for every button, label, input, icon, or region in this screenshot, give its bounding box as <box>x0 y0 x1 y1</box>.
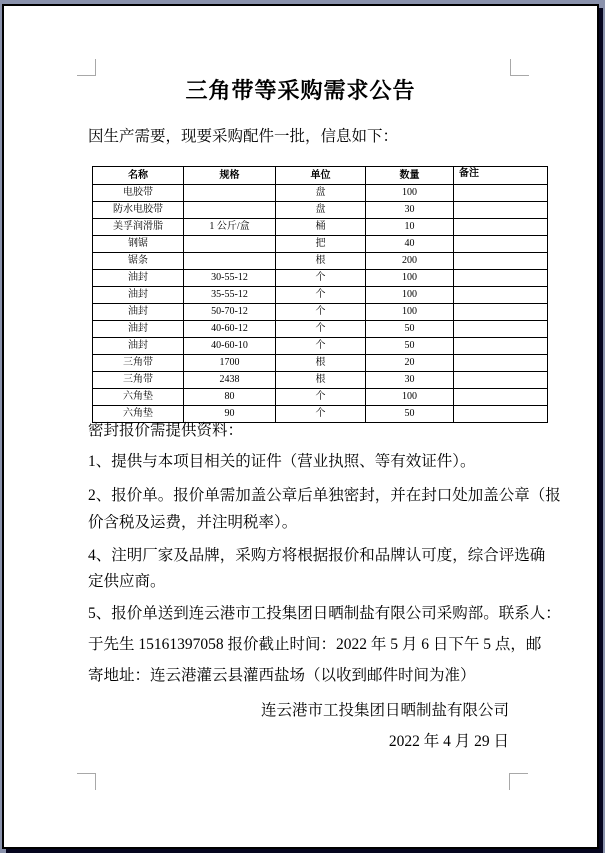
table-cell: 100 <box>366 270 454 287</box>
table-cell: 根 <box>276 253 366 270</box>
table-cell: 40-60-10 <box>184 338 276 355</box>
table-header-cell: 规格 <box>184 167 276 185</box>
body-line: 寄地址：连云港灌云县灌西盐场（以收到邮件时间为准） <box>88 667 476 684</box>
table-cell <box>454 202 548 219</box>
table-cell: 个 <box>276 287 366 304</box>
table-cell: 电胶带 <box>93 185 184 202</box>
table-cell <box>454 287 548 304</box>
table-cell: 根 <box>276 355 366 372</box>
page-title: 三角带等采购需求公告 <box>185 78 416 103</box>
table-cell: 个 <box>276 406 366 423</box>
table-row <box>93 321 548 338</box>
table-cell: 100 <box>366 185 454 202</box>
table-row <box>93 236 548 253</box>
table-cell: 50-70-12 <box>184 304 276 321</box>
table-cell: 油封 <box>93 287 184 304</box>
table-cell <box>454 406 548 423</box>
table-row <box>93 185 548 202</box>
table-cell: 35-55-12 <box>184 287 276 304</box>
table-cell: 30-55-12 <box>184 270 276 287</box>
table-cell: 锯条 <box>93 253 184 270</box>
table-row <box>93 219 548 236</box>
table-cell: 80 <box>184 389 276 406</box>
table-cell <box>184 253 276 270</box>
table-cell: 10 <box>366 219 454 236</box>
table-cell: 1700 <box>184 355 276 372</box>
table-row <box>93 287 548 304</box>
table-cell: 美孚润滑脂 <box>93 219 184 236</box>
table-row <box>93 202 548 219</box>
table-cell: 油封 <box>93 321 184 338</box>
table-cell: 油封 <box>93 270 184 287</box>
table-body <box>93 185 548 423</box>
table-cell <box>454 338 548 355</box>
signature-company: 连云港市工投集团日晒制盐有限公司 <box>260 702 509 719</box>
table-cell: 2438 <box>184 372 276 389</box>
crop-mark-bottom-right-icon <box>509 773 528 790</box>
procurement-table <box>92 166 548 423</box>
table-cell: 六角垫 <box>93 389 184 406</box>
body-line: 于先生 15161397058 报价截止时间：2022 年 5 月 6 日下午 5 点，邮 <box>88 636 542 653</box>
table-cell: 个 <box>276 338 366 355</box>
document-page <box>2 4 599 849</box>
table-cell: 50 <box>366 406 454 423</box>
body-line: 4、注明厂家及品牌，采购方将根据报价和品牌认可度，综合评选确 <box>88 547 546 564</box>
table-header-cell: 备注 <box>454 167 548 185</box>
table-row <box>93 270 548 287</box>
table-cell: 50 <box>366 338 454 355</box>
table-row <box>93 338 548 355</box>
table-row <box>93 253 548 270</box>
table-cell <box>454 185 548 202</box>
body-line: 5、报价单送到连云港市工投集团日晒制盐有限公司采购部。联系人： <box>88 605 561 622</box>
table-cell: 防水电胶带 <box>93 202 184 219</box>
table-cell: 100 <box>366 304 454 321</box>
table-cell: 50 <box>366 321 454 338</box>
table-cell: 个 <box>276 304 366 321</box>
body-line: 定供应商。 <box>88 573 166 590</box>
table-cell: 盘 <box>276 185 366 202</box>
table-cell <box>184 202 276 219</box>
table-cell: 桶 <box>276 219 366 236</box>
crop-mark-bottom-left-icon <box>77 773 96 790</box>
body-line: 1、提供与本项目相关的证件（营业执照、等有效证件）。 <box>88 453 476 470</box>
signature-date: 2022 年 4 月 29 日 <box>388 733 509 750</box>
body-line: 2、报价单。报价单需加盖公章后单独密封，并在封口处加盖公章（报 <box>88 487 561 504</box>
table-cell: 把 <box>276 236 366 253</box>
body-line: 价含税及运费，并注明税率）。 <box>88 514 298 531</box>
table-cell <box>454 389 548 406</box>
table-cell: 1 公斤/盒 <box>184 219 276 236</box>
table-cell: 30 <box>366 202 454 219</box>
table-cell: 100 <box>366 389 454 406</box>
table-cell <box>454 355 548 372</box>
table-cell <box>454 219 548 236</box>
table-cell <box>454 253 548 270</box>
table-row <box>93 304 548 321</box>
table-row <box>93 389 548 406</box>
table-cell: 20 <box>366 355 454 372</box>
table-cell: 200 <box>366 253 454 270</box>
table-cell <box>184 185 276 202</box>
table-cell: 个 <box>276 321 366 338</box>
table-cell <box>454 372 548 389</box>
table-cell: 90 <box>184 406 276 423</box>
table-cell: 油封 <box>93 304 184 321</box>
table-cell: 个 <box>276 270 366 287</box>
table-header-row <box>93 167 548 185</box>
table-cell: 40 <box>366 236 454 253</box>
table-cell: 盘 <box>276 202 366 219</box>
body-line: 密封报价需提供资料： <box>88 422 244 439</box>
table-header-cell: 单位 <box>276 167 366 185</box>
table-cell <box>454 236 548 253</box>
table-cell: 40-60-12 <box>184 321 276 338</box>
table-cell: 30 <box>366 372 454 389</box>
table-cell <box>454 304 548 321</box>
table-cell: 油封 <box>93 338 184 355</box>
table-row <box>93 372 548 389</box>
table-cell: 根 <box>276 372 366 389</box>
table-cell <box>454 270 548 287</box>
intro-text: 因生产需要，现要采购配件一批，信息如下： <box>88 128 399 145</box>
table-cell <box>184 236 276 253</box>
table-header-cell: 名称 <box>93 167 184 185</box>
table-cell: 六角垫 <box>93 406 184 423</box>
table-cell: 个 <box>276 389 366 406</box>
table-header-cell: 数量 <box>366 167 454 185</box>
table-row <box>93 406 548 423</box>
table-cell: 三角带 <box>93 372 184 389</box>
table-row <box>93 355 548 372</box>
table-cell: 钢锯 <box>93 236 184 253</box>
table-cell <box>454 321 548 338</box>
table-cell: 三角带 <box>93 355 184 372</box>
table-cell: 100 <box>366 287 454 304</box>
